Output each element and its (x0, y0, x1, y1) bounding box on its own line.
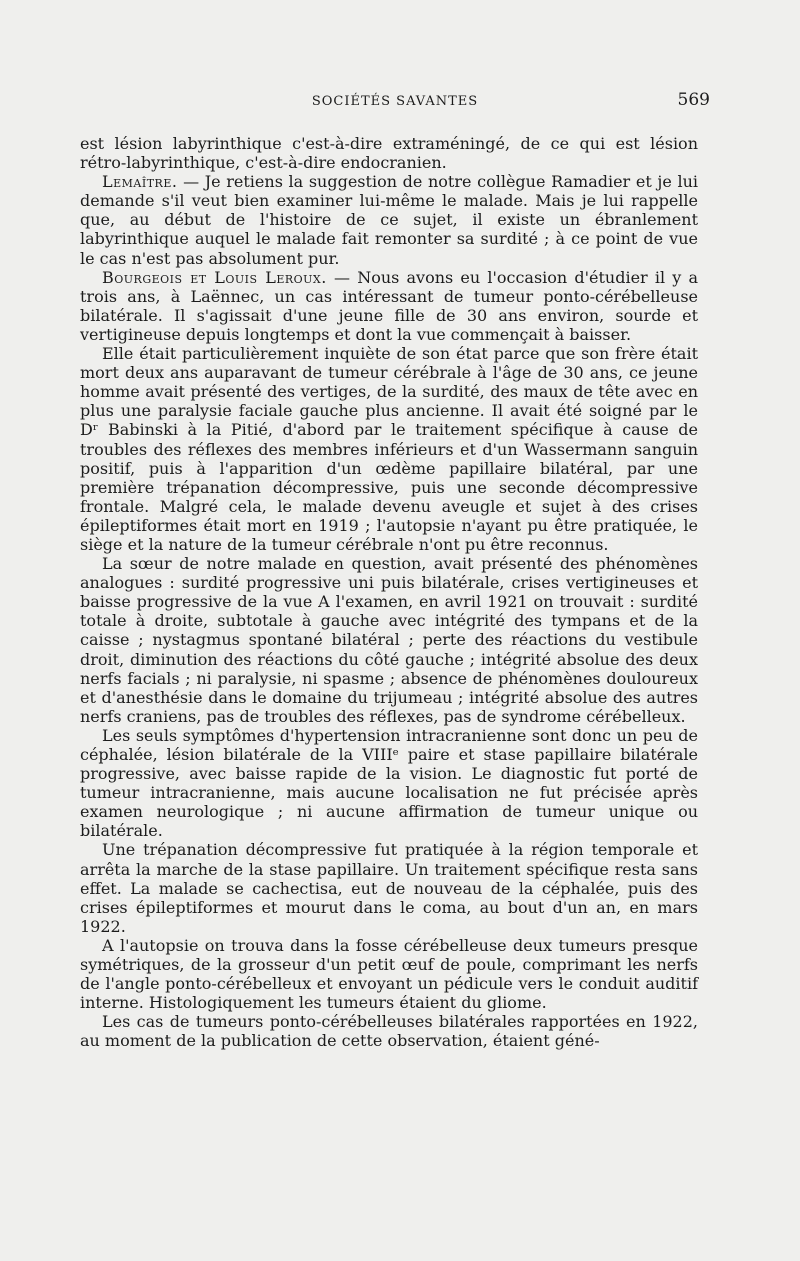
paragraph-text: est lésion labyrinthique c'est-à-dire extraméningé, de ce qui est lésion rétro-labyrinthique, c'est-à-dire endocranien. (80, 134, 698, 173)
paragraph (80, 268, 698, 344)
running-header (80, 90, 710, 116)
paragraph-text: Les seuls symptômes d'hypertension intracranienne sont donc un peu de céphalée, lésion bilatérale de la VIIIᵉ paire et stase papillaire bilatérale progressive, avec baisse rapide de la vision. Le diagnostic fut porté de tumeur intracranienne, mais aucune localisation ne fut précisée après examen neurologique ; ni aucune affirmation de tumeur unique ou bilatérale. (80, 725, 698, 841)
speaker-name: Lemaître. (102, 172, 178, 192)
paragraph (80, 840, 698, 935)
paragraph-text: — Je retiens la suggestion de notre collègue Ramadier et je lui demande s'il veut bien examiner lui-même le malade. Mais je lui rappelle que, au début de l'histoire de ce sujet, il existe un ébranlement labyrinthique auquel le malade fait remonter sa surdité ; à ce point de vue le cas n'est pas absolument pur. (80, 172, 698, 268)
paragraph-text: — Nous avons eu l'occasion d'étudier il y a trois ans, à Laënnec, un cas intéressant de tumeur ponto-cérébelleuse bilatérale. Il s'agissait d'une jeune fille de 30 ans environ, sourde et vertigineuse depuis longtemps et dont la vue commençait à baisser. (80, 267, 699, 344)
paragraph (80, 172, 698, 267)
paragraph-text: Une trépanation décompressive fut pratiquée à la région temporale et arrêta la marche de la stase papillaire. Un traitement spécifique resta sans effet. La malade se cachectisa, eut de nouveau de la céphalée, puis des crises épileptiformes et mourut dans le coma, au bout d'un an, en mars 1922. (80, 840, 698, 936)
speaker-name: Bourgeois et Louis Leroux. (102, 267, 327, 287)
running-title: SOCIÉTÉS SAVANTES (311, 94, 479, 109)
paragraph-text: Elle était particulièrement inquiète de son état parce que son frère était mort deux ans auparavant de tumeur cérébrale à l'âge de 30 ans, ce jeune homme avait présenté des vertiges, de la surdité, des maux de tête avec en plus une paralysie faciale gauche plus ancienne. Il avait été soigné par le Dʳ Babinski à la Pitié, d'abord par le traitement spécifique à cause de troubles des réflexes des membres inférieurs et d'un Wassermann sanguin positif, puis à l'apparition d'un œdème papillaire bilatéral, par une première trépanation décompressive, puis une seconde décompressive frontale. Malgré cela, le malade devenu aveugle et sujet à des crises épileptiformes était mort en 1919 ; l'autopsie n'ayant pu être pratiquée, le siège et la nature de la tumeur cérébrale n'ont pu être reconnus. (80, 344, 698, 554)
body-text (80, 134, 698, 1051)
paragraph (80, 134, 698, 172)
paragraph (80, 344, 698, 554)
paragraph (80, 1012, 698, 1050)
page-number: 569 (677, 90, 710, 110)
paragraph-text: La sœur de notre malade en question, avait présenté des phénomènes analogues : surdité progressive uni puis bilatérale, crises vertigineuses et baisse progressive de la vue A l'examen, en avril 1921 on trouvait : surdité totale à droite, subtotale à gauche avec intégrité des tympans et de la caisse ; nystagmus spontané bilatéral ; perte des réactions du vestibule droit, diminution des réactions du côté gauche ; intégrité absolue des deux nerfs facials ; ni paralysie, ni spasme ; absence de phénomènes douloureux et d'anesthésie dans le domaine du trijumeau ; intégrité absolue des autres nerfs craniens, pas de troubles des réflexes, pas de syndrome cérébelleux. (80, 554, 698, 726)
paragraph-text: Les cas de tumeurs ponto-cérébelleuses bilatérales rapportées en 1922, au moment de la publication de cette observation, étaient géné- (80, 1012, 698, 1051)
paragraph (80, 936, 698, 1012)
paragraph (80, 554, 698, 726)
paragraph-text: A l'autopsie on trouva dans la fosse cérébelleuse deux tumeurs presque symétriques, de la grosseur d'un petit œuf de poule, comprimant les nerfs de l'angle ponto-cérébelleux et envoyant un pédicule vers le conduit auditif interne. Histologiquement les tumeurs étaient du gliome. (80, 935, 698, 1013)
paragraph (80, 726, 698, 841)
